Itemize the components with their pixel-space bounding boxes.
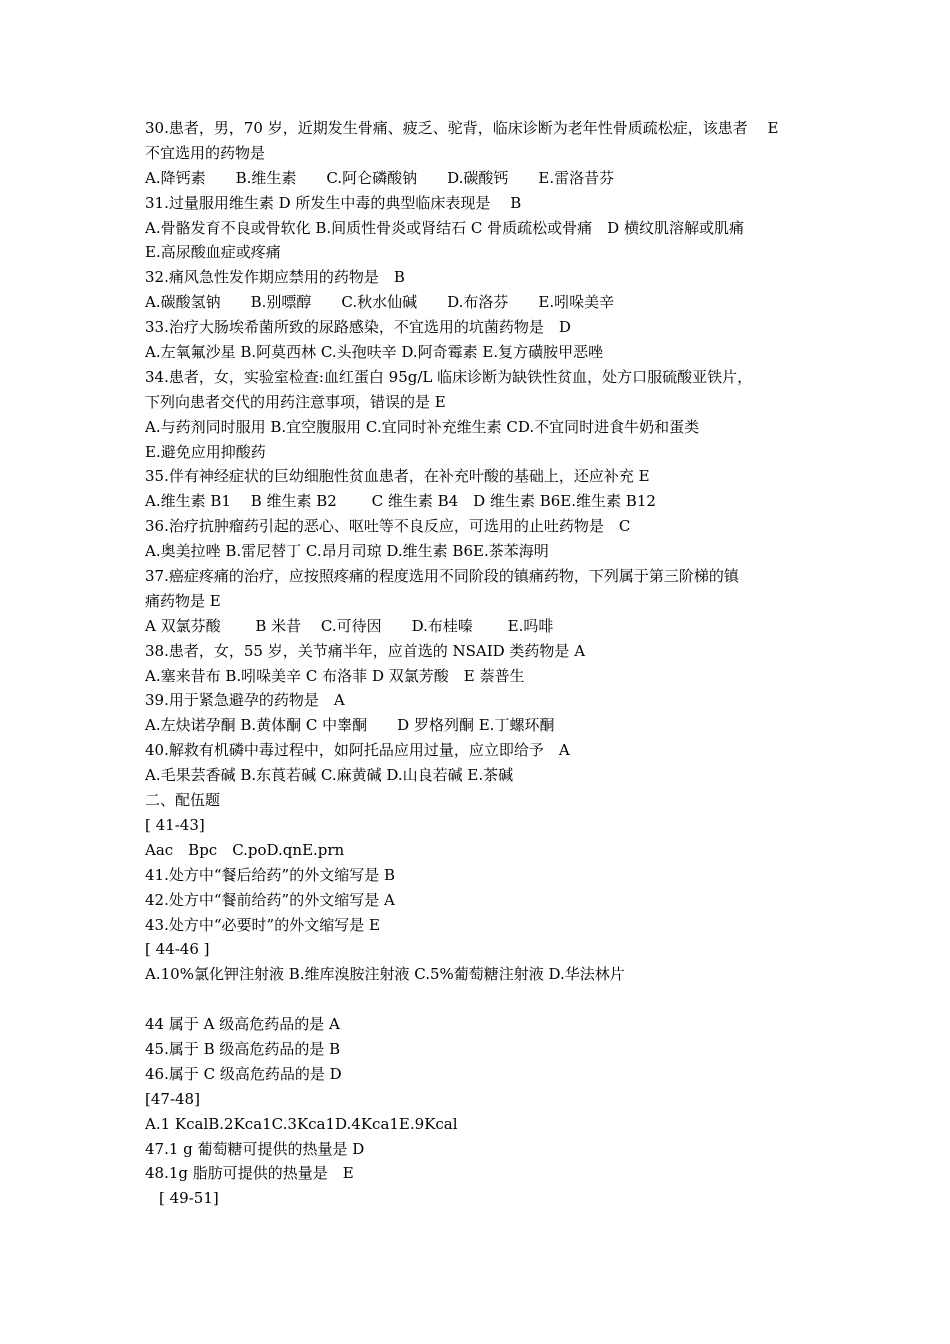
text-line: A.毛果芸香碱 B.东莨若碱 C.麻黄碱 D.山良若碱 E.茶碱 <box>145 766 514 785</box>
text-line: 42.处方中“餐前给药”的外文缩写是 A <box>145 890 395 909</box>
text-line: A.奥美拉唑 B.雷尼替丁 C.昂月司琼 D.维生素 B6E.茶苯海明 <box>145 542 549 561</box>
text-line: 36.治疗抗肿瘤药引起的恶心、呕吐等不良反应，可选用的止吐药物是 C <box>145 517 631 536</box>
text-line: A.碳酸氢钠 B.别嘌醇 C.秋水仙碱 D.布洛芬 E.吲哚美辛 <box>145 293 615 312</box>
text-line: Aac Bpc C.poD.qnE.prn <box>145 840 345 859</box>
text-line: 40.解救有机磷中毒过程中，如阿托品应用过量，应立即给予 A <box>145 741 570 760</box>
text-line: E.避免应用抑酸药 <box>145 442 266 461</box>
document-page <box>145 116 815 1211</box>
text-line: A.维生素 B1 B 维生素 B2 C 维生素 B4 D 维生素 B6E.维生素 B12 <box>145 492 656 511</box>
question-group-label: [ 41-43] <box>145 815 205 834</box>
text-line: 44 属于 A 级高危药品的是 A <box>145 1015 340 1034</box>
text-line: 33.治疗大肠埃希菌所致的尿路感染，不宜选用的坑菌药物是 D <box>145 318 571 337</box>
text-line: 30.患者，男，70 岁，近期发生骨痛、疲乏、驼背，临床诊断为老年性骨质疏松症，该患者 E <box>145 119 779 137</box>
text-line: A 双氯芬酸 B 米昔 C.可待因 D.布桂嗪 E.吗啡 <box>145 616 554 635</box>
text-line: 34.患者，女，实验室检查:血红蛋白 95g/L 临床诊断为缺铁性贫血，处方口服硫酸亚铁片， <box>145 367 753 386</box>
text-line: 下列向患者交代的用药注意事项，错误的是 E <box>145 392 446 411</box>
blank-line <box>145 987 815 1012</box>
question-group-label: [47-48] <box>145 1089 200 1108</box>
text-line: A.1 KcalB.2Kca1C.3Kca1D.4Kca1E.9Kcal <box>145 1114 458 1133</box>
text-line: A.塞来昔布 B.吲哚美辛 C 布洛菲 D 双氯芳酸 E 萘普生 <box>145 666 525 685</box>
text-line: 46.属于 C 级高危药品的是 D <box>145 1064 342 1083</box>
text-line: E.高尿酸血症或疼痛 <box>145 243 281 262</box>
text-line: A.左炔诺孕酮 B.黄体酮 C 中睾酮 D 罗格列酮 E.丁螺环酮 <box>145 716 555 735</box>
text-line: 48.1g 脂肪可提供的热量是 E <box>145 1164 354 1183</box>
text-line: 38.患者，女，55 岁，关节痛半年，应首选的 NSAID 类药物是 A <box>145 641 586 660</box>
text-line: 45.属于 B 级高危药品的是 B <box>145 1039 341 1058</box>
text-line: A.10%氯化钾注射液 B.维库溴胺注射液 C.5%葡萄糖注射液 D.华法林片 <box>145 965 625 984</box>
text-line: A.骨骼发育不良或骨软化 B.间质性骨炎或肾结石 C 骨质疏松或骨痛 D 横纹肌溶解或肌痛 <box>145 218 744 237</box>
text-line: 31.过量服用维生素 D 所发生中毒的典型临床表现是 B <box>145 193 522 212</box>
question-group-label: [ 44-46 ] <box>145 940 210 959</box>
text-line: 39.用于紧急避孕的药物是 A <box>145 691 345 710</box>
text-line: 41.处方中“餐后给药”的外文缩写是 B <box>145 865 395 884</box>
text-line: 47.1 g 葡萄糖可提供的热量是 D <box>145 1139 365 1158</box>
text-line: A.左氧氟沙星 B.阿莫西林 C.头孢呋辛 D.阿奇霉素 E.复方磺胺甲恶唑 <box>145 343 604 362</box>
text-line: A.与药剂同时服用 B.宜空腹服用 C.宜同时补充维生素 CD.不宜同时进食牛奶和蛋类 <box>145 417 700 436</box>
text-line: 35.伴有神经症状的巨幼细胞性贫血患者，在补充叶酸的基础上，还应补充 E <box>145 467 650 486</box>
question-group-label: [ 49-51] <box>159 1189 219 1208</box>
section-heading: 二、配伍题 <box>145 791 221 810</box>
text-line: 痛药物是 E <box>145 591 221 610</box>
text-line: 43.处方中“必要时”的外文缩写是 E <box>145 915 380 934</box>
text-line: A.降钙素 B.维生素 C.阿仑磷酸钠 D.碳酸钙 E.雷洛昔芬 <box>145 168 615 187</box>
text-line: 37.癌症疼痛的治疗，应按照疼痛的程度选用不同阶段的镇痛药物，下列属于第三阶梯的镇 <box>145 567 739 586</box>
text-line: 32.痛风急性发作期应禁用的药物是 B <box>145 268 405 287</box>
text-line: 不宜选用的药物是 <box>145 143 266 162</box>
